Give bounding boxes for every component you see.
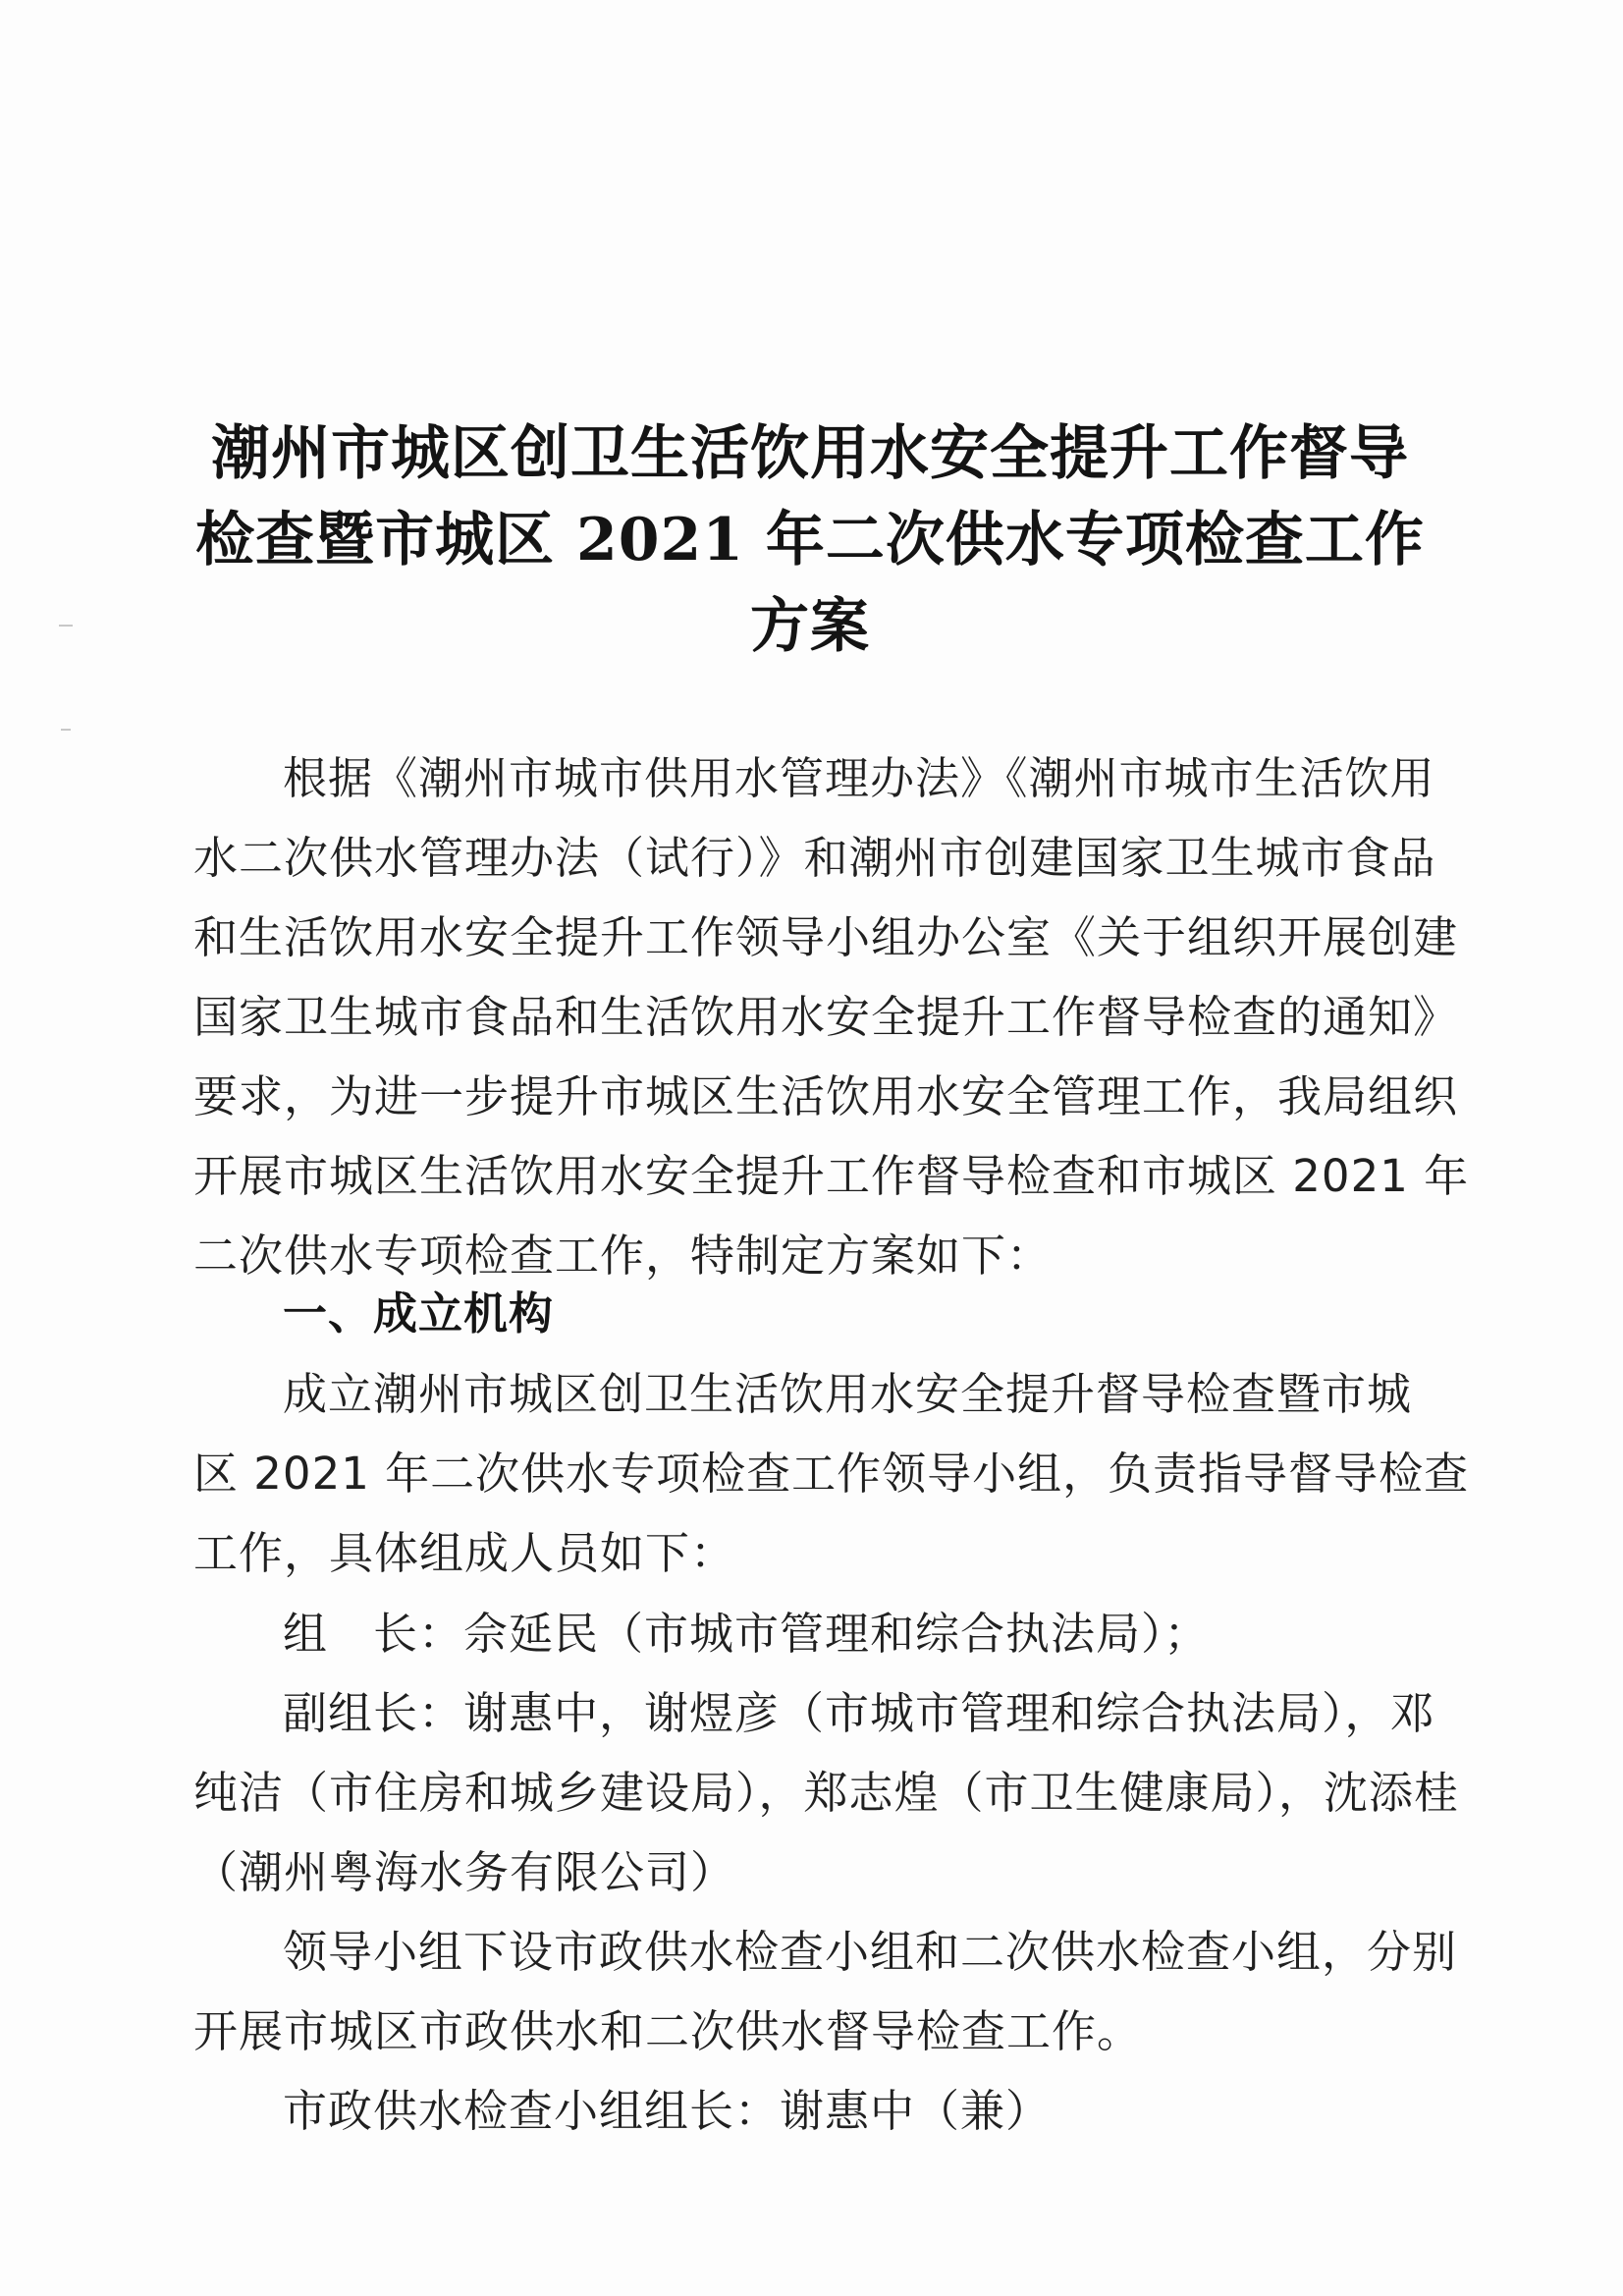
paragraph-1-line-3: 和生活饮用水安全提升工作领导小组办公室《关于组织开展创建: [193, 911, 1459, 963]
scan-mark: [59, 625, 73, 627]
paragraph-1-line-1: 根据《潮州市城市供用水管理办法》《潮州市城市生活饮用: [283, 752, 1435, 804]
deputy-line-3: （潮州粤海水务有限公司）: [193, 1846, 736, 1898]
deputy-line-2: 纯洁（市住房和城乡建设局），郑志煌（市卫生健康局），沈添桂: [193, 1767, 1460, 1819]
paragraph-1-line-4: 国家卫生城市食品和生活饮用水安全提升工作督导检查的通知》: [193, 991, 1459, 1043]
paragraph-2-line-1: 成立潮州市城区创卫生活饮用水安全提升督导检查暨市城: [283, 1368, 1413, 1420]
paragraph-1-line-5: 要求，为进一步提升市城区生活饮用水安全管理工作，我局组织: [193, 1070, 1459, 1122]
paragraph-1-line-7: 二次供水专项检查工作，特制定方案如下：: [193, 1230, 1053, 1282]
scan-mark: [61, 729, 71, 731]
paragraph-2-line-3: 工作，具体组成人员如下：: [193, 1527, 736, 1579]
section-1-heading: 一、成立机构: [283, 1287, 555, 1339]
title-line-2: 检查暨市城区 2021 年二次供水专项检查工作: [195, 506, 1425, 574]
municipal-group-line: 市政供水检查小组组长：谢惠中（兼）: [283, 2085, 1052, 2137]
paragraph-1-line-2: 水二次供水管理办法（试行）》和潮州市创建国家卫生城市食品: [193, 832, 1436, 884]
leader-line: 组 长：佘延民（市城市管理和综合执法局）；: [283, 1608, 1210, 1660]
paragraph-3-line-1: 领导小组下设市政供水检查小组和二次供水检查小组，分别: [283, 1926, 1458, 1978]
paragraph-2-line-2: 区 2021 年二次供水专项检查工作领导小组，负责指导督导检查: [193, 1448, 1470, 1500]
title-line-3: 方案: [750, 592, 870, 661]
deputy-line-1: 副组长：谢惠中，谢煜彦（市城市管理和综合执法局），邓: [283, 1687, 1435, 1739]
title-line-1: 潮州市城区创卫生活饮用水安全提升工作督导: [211, 419, 1409, 488]
document-title: [187, 410, 1434, 670]
paragraph-3-line-2: 开展市城区市政供水和二次供水督导检查工作。: [193, 2005, 1143, 2057]
paragraph-1-line-6: 开展市城区生活饮用水安全提升工作督导检查和市城区 2021 年: [193, 1150, 1470, 1202]
